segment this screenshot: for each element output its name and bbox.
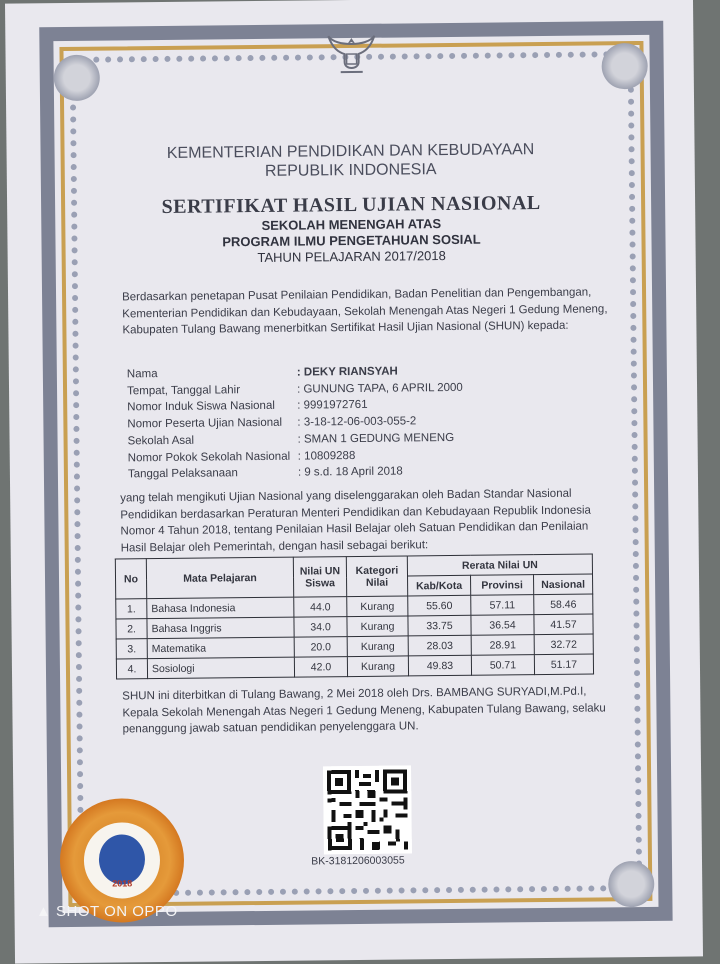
- statement-line: Nomor 4 Tahun 2018, tentang Penilaian Hasil Belajar oleh Satuan Pendidikan dan Penilaian: [120, 520, 589, 538]
- row-national: 32.72: [534, 634, 593, 655]
- header-category-line: Nilai: [365, 576, 389, 589]
- statement-line: yang telah mengikuti Ujian Nasional yang diselenggarakan oleh Badan Standar Nasional: [120, 487, 572, 505]
- closing-line: penanggung jawab satuan pendidikan penyelenggara UN.: [122, 720, 419, 736]
- camera-watermark-text: SHOT ON OPPO: [56, 903, 178, 920]
- header-category: [346, 556, 407, 597]
- closing-paragraph: [122, 683, 606, 738]
- row-score: 34.0: [294, 617, 347, 638]
- identity-label: Nomor Peserta Ujian Nasional: [127, 416, 283, 431]
- intro-line: Berdasarkan penetapan Pusat Penilaian Pendidikan, Badan Penelitian dan Pengembangan,: [122, 286, 592, 304]
- identity-value: : 9991972761: [297, 399, 368, 412]
- camera-watermark: [36, 903, 178, 920]
- row-national: 58.46: [534, 594, 593, 615]
- tut-wuri-handayani-logo-icon: [99, 834, 146, 884]
- certificate-paper: [5, 0, 703, 964]
- closing-line: Kepala Sekolah Menengah Atas Negeri 1 Gedung Meneng, Kabupaten Tulang Bawang, selaku: [122, 701, 606, 719]
- row-score: 20.0: [294, 637, 347, 658]
- identity-label: Sekolah Asal: [127, 434, 195, 448]
- identity-label: Tanggal Pelaksanaan: [127, 467, 238, 481]
- row-province: 28.91: [471, 635, 534, 656]
- statement-line: Hasil Belajar oleh Pemerintah, dengan hasil sebagai berikut:: [120, 538, 429, 554]
- garuda-emblem-icon: [326, 32, 376, 79]
- identity-value: : SMAN 1 GEDUNG MENENG: [297, 431, 455, 446]
- identity-value: : 10809288: [297, 449, 356, 463]
- intro-line: Kabupaten Tulang Bawang menerbitkan Sertifikat Hasil Ujian Nasional (SHUN) kepada:: [122, 319, 569, 337]
- row-no: 4.: [116, 659, 147, 679]
- header-student-score: [293, 557, 346, 598]
- header-score-line: Siswa: [305, 576, 336, 590]
- row-no: 2.: [116, 619, 147, 639]
- row-subject: Matematika: [147, 637, 294, 659]
- table-row: [116, 654, 593, 679]
- header-national: Nasional: [534, 574, 593, 595]
- intro-paragraph: [122, 284, 608, 339]
- qr-code-icon: [323, 765, 412, 854]
- header-subject: Mata Pelajaran: [146, 557, 293, 599]
- statement-line: Pendidikan berdasarkan Peraturan Menteri Pendidikan dan Kebudayaan Republik Indonesia: [120, 504, 591, 521]
- corner-ornament: [608, 861, 654, 907]
- row-national: 51.17: [534, 654, 593, 675]
- row-regency: 33.75: [408, 615, 471, 636]
- header-no: No: [115, 559, 146, 599]
- statement-paragraph: [120, 486, 591, 557]
- row-subject: Sosiologi: [147, 657, 294, 679]
- row-subject: Bahasa Inggris: [147, 617, 294, 639]
- header-score-line: Nilai UN: [299, 564, 341, 578]
- corner-ornament: [54, 55, 100, 101]
- certificate-code: BK-3181206003055: [311, 854, 405, 868]
- identity-value: : GUNUNG TAPA, 6 APRIL 2000: [296, 381, 463, 396]
- seal-year: 2018: [112, 878, 133, 889]
- identity-values: [297, 363, 464, 482]
- row-regency: 49.83: [408, 655, 471, 676]
- corner-ornament: [601, 43, 647, 89]
- header-regency: Kab/Kota: [408, 575, 471, 596]
- row-province: 57.11: [471, 595, 534, 616]
- row-national: 41.57: [534, 614, 593, 635]
- header-category-line: Kategori: [355, 564, 399, 577]
- country-line: REPUBLIK INDONESIA: [264, 161, 437, 180]
- school-level: SEKOLAH MENENGAH ATAS: [261, 216, 442, 233]
- identity-label: Tempat, Tanggal Lahir: [126, 383, 241, 398]
- academic-year: TAHUN PELAJARAN 2017/2018: [257, 248, 446, 265]
- row-score: 44.0: [294, 597, 347, 618]
- header-province: Provinsi: [471, 575, 534, 596]
- row-regency: 28.03: [408, 635, 471, 656]
- certificate-title: SERTIFIKAT HASIL UJIAN NASIONAL: [161, 192, 541, 218]
- camera-logo-icon: ▲: [36, 903, 52, 920]
- identity-label: Nomor Induk Siswa Nasional: [127, 400, 275, 414]
- closing-line: SHUN ini diterbitkan di Tulang Bawang, 2 Mei 2018 oleh Drs. BAMBANG SURYADI,M.Pd.I,: [122, 685, 587, 703]
- intro-line: Kementerian Pendidikan dan Kebudayaan, Sekolah Menengah Atas Negeri 1 Gedung Meneng,: [122, 302, 608, 320]
- row-category: Kurang: [347, 656, 408, 677]
- row-regency: 55.60: [408, 595, 471, 616]
- row-category: Kurang: [347, 596, 408, 617]
- row-category: Kurang: [347, 636, 408, 657]
- row-province: 50.71: [471, 655, 534, 676]
- row-province: 36.54: [471, 615, 534, 636]
- ministry-line: KEMENTERIAN PENDIDIKAN DAN KEBUDAYAAN: [166, 141, 535, 162]
- ministry-heading: [6, 138, 694, 183]
- identity-label: Nomor Pokok Sekolah Nasional: [127, 450, 291, 464]
- row-category: Kurang: [347, 616, 408, 637]
- row-score: 42.0: [294, 657, 347, 678]
- program-name: PROGRAM ILMU PENGETAHUAN SOSIAL: [222, 231, 481, 250]
- student-name: : DEKY RIANSYAH: [296, 365, 398, 379]
- row-no: 3.: [116, 639, 147, 659]
- header-average: Rerata Nilai UN: [407, 554, 592, 576]
- row-subject: Bahasa Indonesia: [147, 597, 294, 619]
- seal-center: [84, 822, 161, 899]
- identity-label: Nama: [126, 368, 158, 381]
- identity-value: : 9 s.d. 18 April 2018: [297, 465, 403, 479]
- identity-value: : 3-18-12-06-003-055-2: [297, 415, 417, 429]
- exam-results-table: [115, 554, 594, 680]
- row-no: 1.: [116, 599, 147, 619]
- identity-labels: [127, 365, 291, 484]
